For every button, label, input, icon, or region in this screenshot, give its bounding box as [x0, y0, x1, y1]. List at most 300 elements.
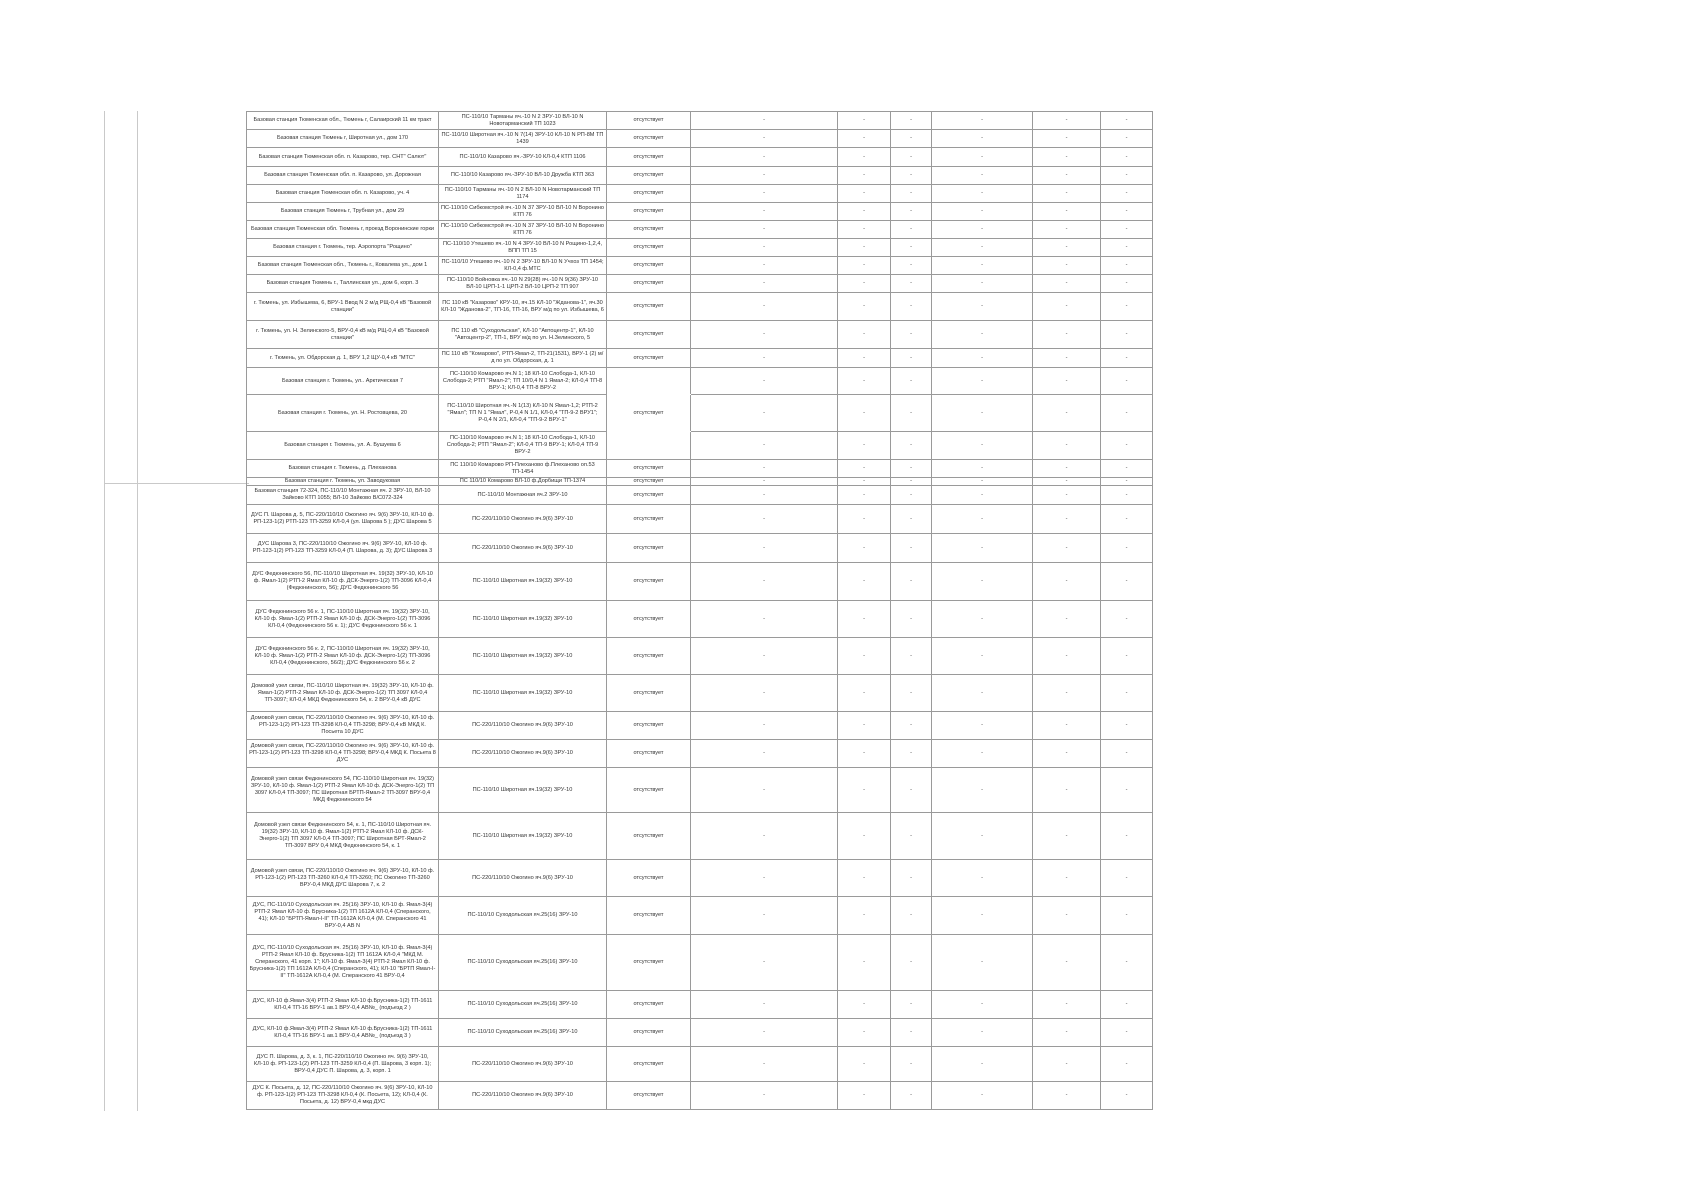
value-cell: -: [838, 740, 891, 768]
value-cell: -: [891, 638, 932, 675]
value-cell: -: [1101, 148, 1153, 167]
value-cell: -: [891, 257, 932, 275]
value-cell: -: [891, 860, 932, 897]
value-cell: -: [891, 486, 932, 505]
value-cell: -: [838, 395, 891, 432]
value-cell: -: [1101, 1082, 1153, 1110]
object-cell: ДУС Федюнинского 56 к. 2, ПС-110/10 Широтная яч. 19(32) ЗРУ-10, КЛ-10 ф. Ямал-1(2) РТП-2 Ямал КЛ-10 ф. ДСК-Энерго-1(2) ТП-3096 КЛ-0,4 (Федюнинского, 56/2); ДУС Федюнинского 56 к. 2: [247, 638, 439, 675]
source-cell: ПС 110/10 Комарово РП-Плеханово ф.Плеханово оп.53 ТП-1454: [439, 460, 607, 478]
table-row: [247, 185, 1153, 203]
table-row: [247, 505, 1153, 534]
value-cell: -: [1101, 368, 1153, 395]
object-cell: Домовой узел связи Федюнинского 54, ПС-110/10 Широтная яч. 19(32) ЗРУ-10, КЛ-10 ф. Ямал-1(2) РТП-2 Ямал КЛ-10 ф. ДСК-Энерго-1(2) ТП 3097 КЛ-0,4 ТП-3097; ПС Широтная БРТП-Ямал-2 ТП-3097 ВРУ-0,4 МКД Федюнинского 54: [247, 768, 439, 813]
value-cell: -: [891, 293, 932, 321]
value-cell: -: [1101, 460, 1153, 478]
value-cell: -: [691, 167, 838, 185]
value-cell: -: [691, 1082, 838, 1110]
status-cell: отсутствует: [607, 203, 691, 221]
value-cell: -: [1033, 293, 1101, 321]
value-cell: -: [1033, 167, 1101, 185]
object-cell: Базовая станция г. Тюмень, ул. Заводуковая: [247, 478, 439, 486]
value-cell: -: [891, 460, 932, 478]
value-cell: -: [691, 368, 838, 395]
object-cell: Базовая станция Тюменская обл. п. Казарово, уч. 4: [247, 185, 439, 203]
value-cell: -: [1101, 1047, 1153, 1082]
value-cell: -: [838, 768, 891, 813]
value-cell: -: [932, 293, 1033, 321]
value-cell: -: [932, 148, 1033, 167]
status-cell: отсутствует: [607, 860, 691, 897]
object-cell: Базовая станция Тюменская обл., Тюмень г., Ковалева ул., дом 1: [247, 257, 439, 275]
value-cell: -: [932, 257, 1033, 275]
value-cell: -: [838, 257, 891, 275]
status-cell: отсутствует: [607, 991, 691, 1019]
value-cell: -: [1033, 321, 1101, 349]
value-cell: -: [891, 167, 932, 185]
object-cell: Базовая станция Тюменская обл. Тюмень г, проезд Воронинские горки: [247, 221, 439, 239]
value-cell: -: [1033, 185, 1101, 203]
value-cell: -: [891, 563, 932, 601]
value-cell: -: [691, 712, 838, 740]
value-cell: -: [1101, 478, 1153, 486]
source-cell: ПС-110/10 Широтная яч.19(32) ЗРУ-10: [439, 601, 607, 638]
value-cell: -: [838, 601, 891, 638]
value-cell: -: [891, 813, 932, 860]
value-cell: -: [1033, 813, 1101, 860]
source-cell: ПС-110/10 Суходольская яч.25(16) ЗРУ-10: [439, 991, 607, 1019]
value-cell: -: [932, 740, 1033, 768]
value-cell: -: [838, 675, 891, 712]
value-cell: -: [932, 167, 1033, 185]
object-cell: Домовой узел связи, ПС-220/110/10 Ожогино яч. 9(6) ЗРУ-10, КЛ-10 ф. РП-123-1(2) РП-123 ТП-3260 КЛ-0,4 ТП-3260; ПС Ожогино ТП-3260 ВРУ-0,4 МКД ДУС Шарова 7, к. 2: [247, 860, 439, 897]
table-row: [247, 712, 1153, 740]
value-cell: -: [691, 395, 838, 432]
source-cell: ПС-220/110/10 Ожогино яч.9(6) ЗРУ-10: [439, 1047, 607, 1082]
value-cell: -: [838, 1047, 891, 1082]
value-cell: -: [838, 293, 891, 321]
value-cell: -: [1101, 991, 1153, 1019]
value-cell: -: [691, 486, 838, 505]
value-cell: -: [691, 321, 838, 349]
table-row: [247, 221, 1153, 239]
value-cell: -: [891, 1019, 932, 1047]
status-cell: отсутствует: [607, 221, 691, 239]
value-cell: -: [1033, 897, 1101, 935]
value-cell: -: [891, 148, 932, 167]
value-cell: -: [932, 478, 1033, 486]
table-row: [247, 860, 1153, 897]
value-cell: -: [891, 534, 932, 563]
object-cell: ДУС, КЛ-10 ф.Ямал-3(4) РТП-2 Ямал КЛ-10 ф.Брусника-1(2) ТП-1611 КЛ-0,4 ТП-16 ВРУ-1 ав.1 ВРУ-0,4 АВ№_ (подъезд 2 ): [247, 991, 439, 1019]
object-cell: Базовая станция Тюменская обл., Тюмень г, Салаирский 11 км тракт: [247, 112, 439, 130]
value-cell: -: [891, 203, 932, 221]
source-cell: ПС-110/10 Казарово яч.-ЗРУ-10 ВЛ-10 Дружба КТП 363: [439, 167, 607, 185]
value-cell: -: [1033, 478, 1101, 486]
table-row: [247, 740, 1153, 768]
value-cell: -: [691, 601, 838, 638]
value-cell: -: [691, 432, 838, 460]
value-cell: -: [891, 991, 932, 1019]
source-cell: ПС-110/10 Войновка яч.-10 N 29(28) яч.-10 N 9(36) ЗРУ-10 ВЛ-10 ЦРП-1-1 ЦРП-2 ВЛ-10 ЦРП-2 ТП 907: [439, 275, 607, 293]
value-cell: -: [838, 321, 891, 349]
object-cell: г. Тюмень, ул. Н. Зелинского-5, ВРУ-0,4 кВ м/д РЩ-0,4 кВ "Базовой станции": [247, 321, 439, 349]
value-cell: -: [1101, 486, 1153, 505]
object-cell: Базовая станция г. Тюмень, ул.. Арктическая 7: [247, 368, 439, 395]
value-cell: -: [1101, 897, 1153, 935]
value-cell: -: [691, 349, 838, 368]
value-cell: -: [838, 1082, 891, 1110]
object-cell: Базовая станция Тюмень г, Трубная ул., дом 29: [247, 203, 439, 221]
value-cell: -: [891, 395, 932, 432]
table-row: [247, 395, 1153, 432]
source-cell: ПС-220/110/10 Ожогино яч.9(6) ЗРУ-10: [439, 534, 607, 563]
table-row: [247, 460, 1153, 478]
status-cell: отсутствует: [607, 185, 691, 203]
value-cell: -: [691, 221, 838, 239]
table-row: [247, 486, 1153, 505]
value-cell: -: [838, 432, 891, 460]
object-cell: Базовая станция г. Тюмень, тер. Аэропорта "Рощино": [247, 239, 439, 257]
value-cell: -: [932, 534, 1033, 563]
section-divider-line: [104, 483, 249, 484]
table-row: [247, 239, 1153, 257]
source-cell: ПС-110/10 Тарманы яч.-10 N 2 ЗРУ-10 ВЛ-10 N Новотарманский ТП 1023: [439, 112, 607, 130]
value-cell: -: [691, 293, 838, 321]
value-cell: -: [932, 112, 1033, 130]
object-cell: г. Тюмень, ул. Избышева, 6, ВРУ-1 Ввод N 2 м/д РЩ-0,4 кВ "Базовой станции": [247, 293, 439, 321]
value-cell: -: [838, 1019, 891, 1047]
value-cell: -: [932, 712, 1033, 740]
value-cell: -: [1033, 395, 1101, 432]
value-cell: -: [838, 185, 891, 203]
value-cell: -: [1033, 112, 1101, 130]
source-cell: ПС-110/10 Широтная яч.-N 1(13) КЛ-10 N Ямал-1,2; РТП-2 "Ямал"; ТП N 1 "Ямал", Р-0,4 N 1/1, КЛ-0,4 "ТП-9-2 ВРУ1"; Р-0,4 N 2/1, КЛ-0,4 "ТП-9-2 ВРУ-1": [439, 395, 607, 432]
status-cell: отсутствует: [607, 897, 691, 935]
value-cell: -: [932, 563, 1033, 601]
value-cell: -: [1033, 935, 1101, 991]
value-cell: -: [838, 203, 891, 221]
value-cell: -: [1033, 534, 1101, 563]
value-cell: -: [1033, 203, 1101, 221]
value-cell: -: [932, 935, 1033, 991]
value-cell: -: [891, 185, 932, 203]
status-cell: отсутствует: [607, 293, 691, 321]
value-cell: -: [932, 460, 1033, 478]
value-cell: -: [891, 675, 932, 712]
value-cell: -: [838, 349, 891, 368]
value-cell: -: [691, 813, 838, 860]
value-cell: -: [691, 478, 838, 486]
value-cell: -: [891, 740, 932, 768]
status-cell: отсутствует: [607, 601, 691, 638]
value-cell: -: [932, 897, 1033, 935]
value-cell: -: [932, 203, 1033, 221]
source-cell: ПС-110/10 Тарманы яч.-10 N 2 ВЛ-10 N Новотарманский ТП 1174: [439, 185, 607, 203]
value-cell: -: [1033, 275, 1101, 293]
value-cell: -: [691, 1019, 838, 1047]
value-cell: -: [1033, 239, 1101, 257]
value-cell: -: [691, 130, 838, 148]
value-cell: -: [932, 860, 1033, 897]
value-cell: -: [838, 275, 891, 293]
value-cell: -: [891, 130, 932, 148]
source-cell: ПС-220/110/10 Ожогино яч.9(6) ЗРУ-10: [439, 712, 607, 740]
value-cell: -: [838, 148, 891, 167]
value-cell: -: [691, 768, 838, 813]
status-cell: [607, 368, 691, 395]
object-cell: ДУС, КЛ-10 ф.Ямал-3(4) РТП-2 Ямал КЛ-10 ф.Брусника-1(2) ТП-1611 КЛ-0,4 ТП-16 ВРУ-1 ав.1 ВРУ-0,4 АВ№_ (подъезд 3 ): [247, 1019, 439, 1047]
object-cell: Базовая станция г. Тюмень, д. Плеханова: [247, 460, 439, 478]
value-cell: -: [891, 768, 932, 813]
value-cell: -: [838, 897, 891, 935]
source-cell: ПС 110/10 Комарово ВЛ-10 ф.Дорбищи ТП-1374: [439, 478, 607, 486]
source-cell: ПС-110/10 Широтная яч.-10 N 7(14) ЗРУ-10 КЛ-10 N РП-8М ТП 1439: [439, 130, 607, 148]
value-cell: -: [891, 935, 932, 991]
value-cell: -: [838, 991, 891, 1019]
table-row: [247, 563, 1153, 601]
value-cell: -: [691, 460, 838, 478]
value-cell: -: [838, 813, 891, 860]
value-cell: -: [1033, 130, 1101, 148]
value-cell: -: [891, 239, 932, 257]
object-cell: ДУС П. Шарова д. 5, ПС-220/110/10 Ожогино яч. 9(6) ЗРУ-10, КЛ-10 ф. РП-123-1(2) РТП-123 ТП-3259 КЛ-0,4 (ул. Шарова 5 ); ДУС Шарова 5: [247, 505, 439, 534]
source-cell: ПС-110/10 Казарово яч.-ЗРУ-10 КЛ-0,4 КТП 1106: [439, 148, 607, 167]
value-cell: -: [932, 1047, 1033, 1082]
table-row: [247, 813, 1153, 860]
value-cell: -: [1101, 740, 1153, 768]
value-cell: -: [1101, 768, 1153, 813]
status-cell: отсутствует: [607, 675, 691, 712]
source-cell: ПС-110/10 Комарово яч.N 1; 18 КЛ-10 Слобода-1, КЛ-10 Слобода-2; РТП "Ямал-2"; КЛ-0,4 ТП-9 ВРУ-1; КЛ-0,4 ТП-9 ВРУ-2: [439, 432, 607, 460]
value-cell: -: [691, 148, 838, 167]
value-cell: -: [691, 935, 838, 991]
value-cell: -: [891, 897, 932, 935]
object-cell: Базовая станция Тюмень г, Широтная ул., дом 170: [247, 130, 439, 148]
status-cell: отсутствует: [607, 460, 691, 478]
status-cell: отсутствует: [607, 740, 691, 768]
status-cell: отсутствует: [607, 768, 691, 813]
value-cell: -: [1033, 257, 1101, 275]
value-cell: -: [691, 112, 838, 130]
table-row: [247, 293, 1153, 321]
value-cell: -: [1101, 112, 1153, 130]
value-cell: -: [932, 221, 1033, 239]
value-cell: -: [1033, 221, 1101, 239]
source-cell: ПС 110 кВ "Казарово" КРУ-10, яч.15 КЛ-10 "Жданова-1", яч.30 КЛ-10 "Жданова-2", ТП-16, ТП-16, ВРУ м/д по ул. Избышева, 6: [439, 293, 607, 321]
status-cell: отсутствует: [607, 130, 691, 148]
value-cell: -: [1101, 185, 1153, 203]
value-cell: -: [691, 203, 838, 221]
value-cell: -: [1033, 768, 1101, 813]
value-cell: -: [1033, 601, 1101, 638]
value-cell: -: [691, 505, 838, 534]
value-cell: -: [1033, 148, 1101, 167]
value-cell: -: [1033, 1082, 1101, 1110]
value-cell: -: [891, 321, 932, 349]
value-cell: -: [1033, 460, 1101, 478]
value-cell: -: [1033, 486, 1101, 505]
source-cell: ПС 110 кВ "Комарово", РТП-Ямал-2, ТП-21(1531), ВРУ-1 (2) м/д по ул. Обдорская, д. 1: [439, 349, 607, 368]
value-cell: -: [838, 712, 891, 740]
value-cell: -: [1033, 1047, 1101, 1082]
value-cell: -: [932, 432, 1033, 460]
value-cell: -: [932, 813, 1033, 860]
value-cell: -: [691, 740, 838, 768]
value-cell: -: [932, 275, 1033, 293]
table-row: [247, 130, 1153, 148]
value-cell: -: [838, 505, 891, 534]
table-row: [247, 148, 1153, 167]
value-cell: -: [1101, 221, 1153, 239]
value-cell: -: [932, 991, 1033, 1019]
object-cell: Базовая станция 72-324, ПС-110/10 Монтажная яч. 2 ЗРУ-10, ВЛ-10 Зайково КТП 1055; ВЛ-10 Зайково В/С072-324: [247, 486, 439, 505]
value-cell: -: [691, 534, 838, 563]
value-cell: -: [891, 1047, 932, 1082]
source-cell: ПС-110/10 Суходольская яч.25(16) ЗРУ-10: [439, 1019, 607, 1047]
value-cell: -: [932, 675, 1033, 712]
value-cell: -: [838, 112, 891, 130]
status-cell: отсутствует: [607, 275, 691, 293]
table-row: [247, 1082, 1153, 1110]
source-cell: ПС-110/10 Широтная яч.19(32) ЗРУ-10: [439, 563, 607, 601]
value-cell: -: [1101, 935, 1153, 991]
object-cell: ДУС Федюнинского 56 к. 1, ПС-110/10 Широтная яч. 19(32) ЗРУ-10, КЛ-10 ф. Ямал-1(2) РТП-2 Ямал КЛ-10 ф. ДСК-Энерго-1(2) ТП-3096 КЛ-0,4 (Федюнинского 56 к. 1); ДУС Федюнинского 56 к. 1: [247, 601, 439, 638]
status-cell: [607, 432, 691, 460]
object-cell: Домовой узел связи, ПС-110/10 Широтная яч. 19(32) ЗРУ-10, КЛ-10 ф. Ямал-1(2) РТП-2 Ямал КЛ-10 ф. ДСК-Энерго-1(2) ТП 3097 КЛ-0,4 ТП-3097; КЛ-0,4 МКД Федюнинского 54, к. 2 ВРУ-0,4 кВ ДУС: [247, 675, 439, 712]
source-cell: ПС-110/10 Комарово яч.N 1; 18 КЛ-10 Слобода-1, КЛ-10 Слобода-2; РТП "Ямал-2"; ТП 10/0,4 N 1 Ямал-2; КЛ-0,4 ТП-8 ВРУ-1; КЛ-0,4 ТП-8 ВРУ-2: [439, 368, 607, 395]
object-cell: ДУС Шарова 3, ПС-220/110/10 Ожогино яч. 9(6) ЗРУ-10, КЛ-10 ф. РП-123-1(2) РП-123 ТП-3259 КЛ-0,4 (П. Шарова, д. 3); ДУС Шарова 3: [247, 534, 439, 563]
value-cell: -: [932, 486, 1033, 505]
value-cell: -: [691, 991, 838, 1019]
value-cell: -: [691, 1047, 838, 1082]
status-cell: отсутствует: [607, 478, 691, 486]
value-cell: -: [1033, 675, 1101, 712]
value-cell: -: [838, 239, 891, 257]
source-cell: ПС-110/10 Широтная яч.19(32) ЗРУ-10: [439, 768, 607, 813]
value-cell: -: [1033, 432, 1101, 460]
value-cell: -: [932, 505, 1033, 534]
value-cell: -: [838, 130, 891, 148]
value-cell: -: [1101, 275, 1153, 293]
table-row: [247, 1019, 1153, 1047]
value-cell: -: [691, 897, 838, 935]
status-cell: отсутствует: [607, 505, 691, 534]
table-row: [247, 321, 1153, 349]
value-cell: -: [838, 221, 891, 239]
value-cell: -: [891, 601, 932, 638]
table-row: [247, 534, 1153, 563]
value-cell: -: [838, 368, 891, 395]
value-cell: -: [1101, 432, 1153, 460]
source-cell: ПС-110/10 Монтажная яч.2 ЗРУ-10: [439, 486, 607, 505]
table-row: [247, 349, 1153, 368]
value-cell: -: [891, 712, 932, 740]
object-cell: Базовая станция г. Тюмень, ул. А. Бушуева 6: [247, 432, 439, 460]
value-cell: -: [1101, 293, 1153, 321]
left-border-line: [137, 111, 138, 1111]
value-cell: -: [932, 239, 1033, 257]
table-row: [247, 167, 1153, 185]
table-row: [247, 1047, 1153, 1082]
value-cell: -: [1033, 712, 1101, 740]
value-cell: -: [1101, 601, 1153, 638]
left-border-line: [104, 111, 105, 1111]
table-row: [247, 275, 1153, 293]
value-cell: -: [891, 505, 932, 534]
source-cell: ПС-110/10 Утешево яч.-10 N 4 ЗРУ-10 ВЛ-10 N Рощино-1,2,4, ВПП ТП 15: [439, 239, 607, 257]
table-row: [247, 478, 1153, 486]
source-cell: ПС-220/110/10 Ожогино яч.9(6) ЗРУ-10: [439, 740, 607, 768]
status-cell: отсутствует: [607, 395, 691, 432]
data-table: [246, 111, 1153, 1110]
value-cell: -: [838, 534, 891, 563]
source-cell: ПС-220/110/10 Ожогино яч.9(6) ЗРУ-10: [439, 505, 607, 534]
value-cell: -: [891, 368, 932, 395]
object-cell: Базовая станция Тюмень г., Таллинская ул., дом 6, корп. 3: [247, 275, 439, 293]
table-row: [247, 935, 1153, 991]
status-cell: отсутствует: [607, 486, 691, 505]
source-cell: ПС-110/10 Широтная яч.19(32) ЗРУ-10: [439, 813, 607, 860]
value-cell: -: [691, 257, 838, 275]
object-cell: Базовая станция Тюменская обл. п. Казарово, тер. СНТ" Салют": [247, 148, 439, 167]
value-cell: -: [691, 275, 838, 293]
value-cell: -: [932, 349, 1033, 368]
status-cell: отсутствует: [607, 1019, 691, 1047]
object-cell: г. Тюмень, ул. Обдорская д. 1, ВРУ 1,2 ЩУ-0,4 кВ "МТС": [247, 349, 439, 368]
value-cell: -: [838, 935, 891, 991]
value-cell: -: [932, 395, 1033, 432]
value-cell: -: [691, 563, 838, 601]
value-cell: -: [932, 321, 1033, 349]
value-cell: -: [1101, 638, 1153, 675]
value-cell: -: [1033, 505, 1101, 534]
source-cell: ПС 110 кВ "Суходольская", КЛ-10 "Автоцентр-1", КЛ-10 "Автоцентр-2", ТП-1, ВРУ м/д по ул. Н.Зелинского, 5: [439, 321, 607, 349]
value-cell: -: [932, 368, 1033, 395]
object-cell: ДУС К. Посьета, д. 12, ПС-220/110/10 Ожогино яч. 9(6) ЗРУ-10, КЛ-10 ф. РП-123-1(2) РП-123 ТП-3298 КЛ-0,4 (К. Посьета, 12); КЛ-0,4 (К. Посьета, д. 12) ВРУ-0,4 мкд ДУС: [247, 1082, 439, 1110]
value-cell: -: [1033, 638, 1101, 675]
value-cell: -: [691, 675, 838, 712]
value-cell: -: [1101, 813, 1153, 860]
value-cell: -: [1101, 712, 1153, 740]
table-row: [247, 768, 1153, 813]
value-cell: -: [891, 275, 932, 293]
value-cell: -: [1101, 349, 1153, 368]
value-cell: -: [1101, 534, 1153, 563]
object-cell: ДУС Федюнинского 56, ПС-110/10 Широтная яч. 19(32) ЗРУ-10, КЛ-10 ф. Ямал-1(2) РТП-2 Ямал КЛ-10 ф. ДСК-Энерго-1(2) ТП-3096 КЛ-0,4 (Федюнинского, 56); ДУС Федюнинского 56: [247, 563, 439, 601]
object-cell: Домовой узел связи, ПС-220/110/10 Ожогино яч. 9(6) ЗРУ-10, КЛ-10 ф. РП-123-1(2) РП-123 ТП-3298 КЛ-0,4 ТП-3298; ВРУ-0,4 кВ МКД К. Посьета 10 ДУС: [247, 712, 439, 740]
value-cell: -: [891, 432, 932, 460]
value-cell: -: [1101, 395, 1153, 432]
value-cell: -: [1101, 167, 1153, 185]
table-row: [247, 991, 1153, 1019]
value-cell: -: [1101, 860, 1153, 897]
object-cell: ДУС П. Шарова, д. 3, к. 1, ПС-220/110/10 Ожогино яч. 9(6) ЗРУ-10, КЛ-10 ф. РП-123-1(2) РП-123 ТП-3259 КЛ-0,4 (П. Шарова, 3 корп. 1); ВРУ-0,4 ДУС П. Шарова, д. 3, корп. 1: [247, 1047, 439, 1082]
value-cell: -: [1033, 740, 1101, 768]
status-cell: отсутствует: [607, 813, 691, 860]
table-row: [247, 601, 1153, 638]
source-cell: ПС-110/10 Суходольская яч.25(16) ЗРУ-10: [439, 897, 607, 935]
value-cell: -: [1101, 321, 1153, 349]
source-cell: ПС-110/10 Сибкомстрой яч.-10 N 37 ЗРУ-10 ВЛ-10 N Воронино КТП 76: [439, 203, 607, 221]
value-cell: -: [1033, 1019, 1101, 1047]
value-cell: -: [838, 563, 891, 601]
status-cell: отсутствует: [607, 257, 691, 275]
value-cell: -: [691, 185, 838, 203]
value-cell: -: [838, 478, 891, 486]
value-cell: -: [1033, 349, 1101, 368]
status-cell: отсутствует: [607, 167, 691, 185]
value-cell: -: [1101, 675, 1153, 712]
